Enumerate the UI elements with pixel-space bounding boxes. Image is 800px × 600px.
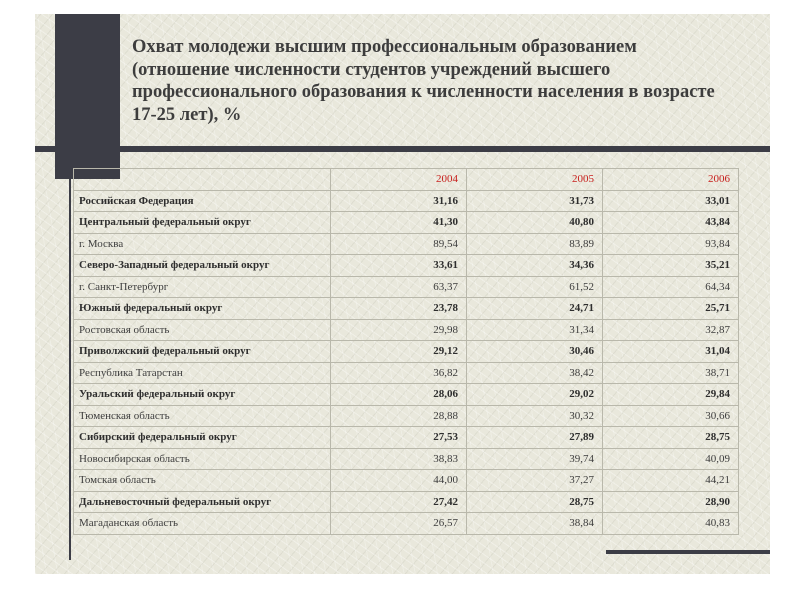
region-name-cell: Республика Татарстан [74,362,331,384]
table-row [74,190,739,212]
value-2004-cell: 31,16 [331,190,467,212]
value-2006-cell: 31,04 [603,341,739,363]
value-2006-cell: 40,09 [603,448,739,470]
value-2006-cell: 44,21 [603,470,739,492]
value-2006-cell: 38,71 [603,362,739,384]
table-header-row [74,169,739,191]
region-name-cell: г. Санкт-Петербург [74,276,331,298]
value-2004-cell: 33,61 [331,255,467,277]
bottom-accent-bar [606,550,770,554]
value-2006-cell: 64,34 [603,276,739,298]
value-2004-cell: 44,00 [331,470,467,492]
table-row [74,513,739,535]
table-row [74,405,739,427]
value-2005-cell: 38,42 [467,362,603,384]
value-2004-cell: 27,42 [331,491,467,513]
value-2006-cell: 25,71 [603,298,739,320]
value-2004-cell: 89,54 [331,233,467,255]
region-name-cell: Южный федеральный округ [74,298,331,320]
value-2004-cell: 27,53 [331,427,467,449]
region-name-cell: Центральный федеральный округ [74,212,331,234]
value-2005-cell: 37,27 [467,470,603,492]
value-2006-cell: 30,66 [603,405,739,427]
table-row [74,384,739,406]
value-2005-cell: 40,80 [467,212,603,234]
value-2004-cell: 23,78 [331,298,467,320]
table-row [74,212,739,234]
value-2005-cell: 28,75 [467,491,603,513]
table-row [74,276,739,298]
value-2004-cell: 29,98 [331,319,467,341]
table-row [74,470,739,492]
value-2005-cell: 29,02 [467,384,603,406]
region-name-cell: Сибирский федеральный округ [74,427,331,449]
value-2004-cell: 36,82 [331,362,467,384]
region-name-cell: Ростовская область [74,319,331,341]
table-row [74,298,739,320]
value-2006-cell: 29,84 [603,384,739,406]
table-row [74,341,739,363]
value-2004-cell: 41,30 [331,212,467,234]
value-2005-cell: 38,84 [467,513,603,535]
header-corner-cell [74,169,331,191]
table-row [74,427,739,449]
region-name-cell: Томская область [74,470,331,492]
value-2005-cell: 30,46 [467,341,603,363]
value-2006-cell: 28,75 [603,427,739,449]
table-row [74,255,739,277]
value-2005-cell: 34,36 [467,255,603,277]
value-2006-cell: 35,21 [603,255,739,277]
table-row [74,491,739,513]
slide-title: Охват молодежи высшим профессиональным образованием (отношение численности студентов учреждений высшего профессионального образования к численности населения в возрасте 17-25 лет), % [132,37,715,125]
value-2005-cell: 31,73 [467,190,603,212]
vertical-accent-line [69,160,71,560]
table-row [74,362,739,384]
value-2005-cell: 30,32 [467,405,603,427]
region-name-cell: Тюменская область [74,405,331,427]
value-2005-cell: 24,71 [467,298,603,320]
region-name-cell: Российская Федерация [74,190,331,212]
value-2006-cell: 28,90 [603,491,739,513]
value-2004-cell: 63,37 [331,276,467,298]
value-2005-cell: 27,89 [467,427,603,449]
value-2006-cell: 43,84 [603,212,739,234]
region-name-cell: г. Москва [74,233,331,255]
value-2006-cell: 93,84 [603,233,739,255]
value-2004-cell: 29,12 [331,341,467,363]
table-row [74,319,739,341]
horizontal-accent-bar [35,146,770,152]
value-2005-cell: 61,52 [467,276,603,298]
header-year-2004: 2004 [331,169,467,191]
value-2004-cell: 28,88 [331,405,467,427]
value-2005-cell: 31,34 [467,319,603,341]
value-2006-cell: 32,87 [603,319,739,341]
region-name-cell: Уральский федеральный округ [74,384,331,406]
region-name-cell: Магаданская область [74,513,331,535]
value-2005-cell: 83,89 [467,233,603,255]
value-2006-cell: 33,01 [603,190,739,212]
value-2004-cell: 38,83 [331,448,467,470]
data-table [73,168,739,535]
region-name-cell: Дальневосточный федеральный округ [74,491,331,513]
table-row [74,233,739,255]
region-name-cell: Северо-Западный федеральный округ [74,255,331,277]
header-year-2005: 2005 [467,169,603,191]
header-year-2006: 2006 [603,169,739,191]
table-row [74,448,739,470]
region-name-cell: Новосибирская область [74,448,331,470]
value-2005-cell: 39,74 [467,448,603,470]
region-name-cell: Приволжский федеральный округ [74,341,331,363]
value-2006-cell: 40,83 [603,513,739,535]
dark-accent-block [55,14,120,179]
value-2004-cell: 28,06 [331,384,467,406]
value-2004-cell: 26,57 [331,513,467,535]
table-body [74,190,739,534]
